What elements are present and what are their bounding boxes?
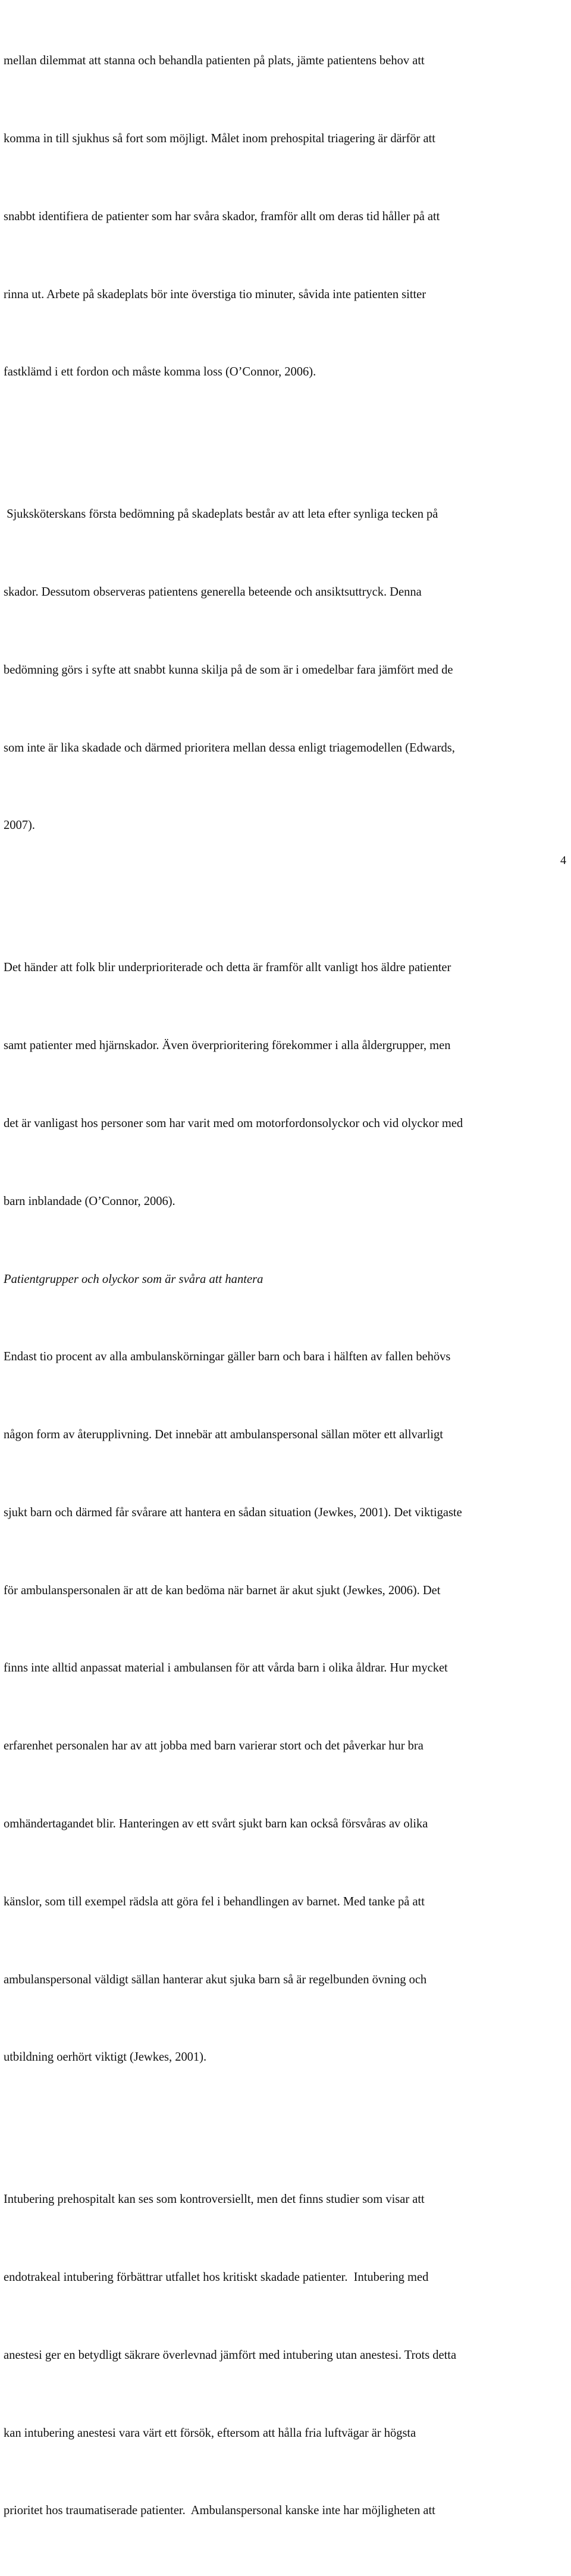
text-line: anestesi ger en betydligt säkrare överlevnad jämfört med intubering utan anestesi. Trots detta xyxy=(4,2348,457,2362)
text-line: sjukt barn och därmed får svårare att hantera en sådan situation (Jewkes, 2001). Det viktigaste xyxy=(4,1505,462,1519)
text-line: kan intubering anestesi vara värt ett försök, eftersom att hålla fria luftvägar är högsta xyxy=(4,2426,416,2440)
text-line: skador. Dessutom observeras patientens generella beteende och ansiktsuttryck. Denna xyxy=(4,586,422,599)
text-line: snabbt identifiera de patienter som har svåra skador, framför allt om deras tid håller på att xyxy=(4,209,440,223)
text-line: finns inte alltid anpassat material i ambulansen för att vårda barn i olika åldrar. Hur mycket xyxy=(4,1661,448,1675)
text-line: erfarenhet personalen har av att jobba med barn varierar stort och det påverkar hur bra xyxy=(4,1739,423,1753)
text-line: för ambulanspersonalen är att de kan bedöma när barnet är akut sjukt (Jewkes, 2006). Det xyxy=(4,1583,441,1597)
text-line: omhändertagandet blir. Hanteringen av ett svårt sjukt barn kan också försvåras av olika xyxy=(4,1817,428,1830)
text-line: fastklämd i ett fordon och måste komma loss (O’Connor, 2006). xyxy=(4,365,316,379)
text-line: prioritet hos traumatiserade patienter. Ambulanspersonal kanske inte har möjligheten att xyxy=(4,2504,435,2518)
text-line: Det händer att folk blir underprioriterade och detta är framför allt vanligt hos äldre patienter xyxy=(4,961,451,975)
page-number: 4 xyxy=(560,854,566,867)
text-line: känslor, som till exempel rädsla att göra fel i behandlingen av barnet. Med tanke på att xyxy=(4,1895,425,1908)
text-line: det är vanligast hos personer som har varit med om motorfordonsolyckor och vid olyckor med xyxy=(4,1116,463,1130)
text-line: ambulanspersonal väldigt sällan hanterar akut sjuka barn så är regelbunden övning och xyxy=(4,1973,427,1986)
paragraph-4 xyxy=(4,1292,567,2123)
text-line: mellan dilemmat att stanna och behandla patienten på plats, jämte patientens behov att xyxy=(4,54,425,68)
section-heading: Patientgrupper och olyckor som är svåra att hantera xyxy=(4,1272,263,1286)
text-line: Sjuksköterskans första bedömning på skadeplats består av att leta efter synliga tecken på xyxy=(4,508,438,521)
text-line: bedömning görs i syfte att snabbt kunna skilja på de som är i omedelbar fara jämfört med de xyxy=(4,663,453,677)
text-line: Intubering prehospitalt kan ses som kontroversiellt, men det finns studier som visar att xyxy=(4,2193,425,2206)
text-line: någon form av återupplivning. Det innebär att ambulanspersonal sällan möter ett allvarligt xyxy=(4,1428,443,1442)
document-body xyxy=(4,0,567,2576)
text-line: endotrakeal intubering förbättrar utfallet hos kritiskt skadade patienter. Intubering med xyxy=(4,2271,429,2284)
text-line: rinna ut. Arbete på skadeplats bör inte överstiga tio minuter, såvida inte patienten sitter xyxy=(4,287,426,301)
paragraph-2 xyxy=(4,450,567,891)
text-line: komma in till sjukhus så fort som möjligt. Målet inom prehospital triagering är därför att xyxy=(4,132,435,145)
text-line: Endast tio procent av alla ambulanskörningar gäller barn och bara i hälften av fallen behövs xyxy=(4,1350,451,1364)
paragraph-1 xyxy=(4,0,567,437)
text-line: barn inblandade (O’Connor, 2006). xyxy=(4,1194,175,1208)
text-line: utbildning oerhört viktigt (Jewkes, 2001). xyxy=(4,2051,207,2064)
text-line: som inte är lika skadade och därmed prioritera mellan dessa enligt triagemodellen (Edwards, xyxy=(4,741,455,755)
text-line: 2007). xyxy=(4,819,35,832)
paragraph-3 xyxy=(4,903,567,1266)
text-line: samt patienter med hjärnskador. Även överprioritering förekommer i alla åldergrupper, men xyxy=(4,1039,451,1053)
paragraph-5 xyxy=(4,2135,567,2576)
